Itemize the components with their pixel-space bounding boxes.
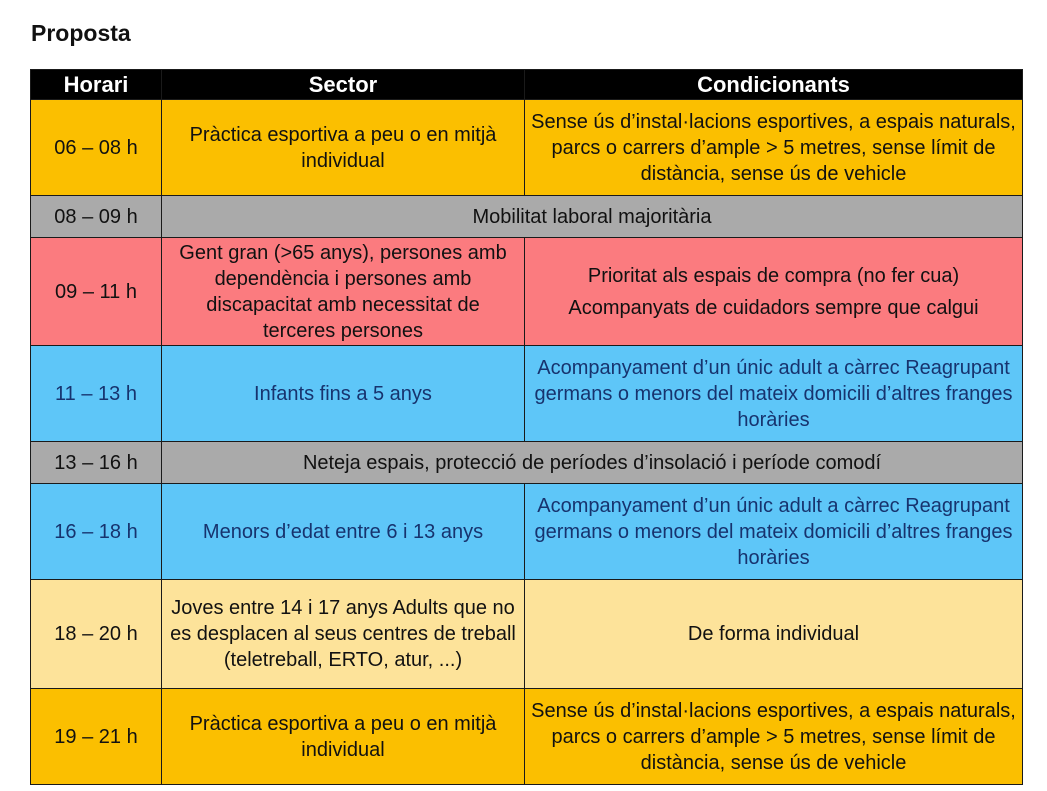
table-row — [31, 689, 1023, 785]
table-row — [31, 100, 1023, 196]
schedule-table — [30, 69, 1023, 785]
condition-text: De forma individual — [687, 623, 860, 645]
table-row — [31, 484, 1023, 580]
sector-cell: Mobilitat laboral majoritària — [162, 196, 1023, 238]
header-row — [31, 70, 1023, 100]
table-row — [31, 580, 1023, 689]
sector-cell: Joves entre 14 i 17 anys Adults que no es desplacen al seus centres de treball (teletreball, ERTO, atur, ...) — [162, 580, 525, 689]
sector-cell: Gent gran (>65 anys), persones amb dependència i persones amb discapacitat amb necessitat de terceres persones — [162, 238, 525, 346]
condition-text: Acompanyament d’un únic adult a càrrec Reagrupant germans o menors del mateix domicili d’altres franges horàries — [534, 356, 1013, 431]
time-cell: 18 – 20 h — [31, 580, 162, 689]
condition-text: Sense ús d’instal·lacions esportives, a espais naturals, parcs o carrers d’ample > 5 metres, sense límit de distància, sense ús de vehicle — [531, 699, 1016, 774]
sector-cell: Menors d’edat entre 6 i 13 anys — [162, 484, 525, 580]
table-row — [31, 196, 1023, 238]
conditions-cell — [525, 689, 1023, 785]
time-cell: 19 – 21 h — [31, 689, 162, 785]
conditions-cell — [525, 484, 1023, 580]
conditions-cell — [525, 580, 1023, 689]
table-row — [31, 346, 1023, 442]
table-row — [31, 442, 1023, 484]
header-horari: Horari — [31, 70, 162, 100]
condition-text: Acompanyats de cuidadors sempre que calgui — [568, 296, 979, 319]
time-cell: 11 – 13 h — [31, 346, 162, 442]
time-cell: 09 – 11 h — [31, 238, 162, 346]
sector-cell: Pràctica esportiva a peu o en mitjà individual — [162, 689, 525, 785]
header-condicionants: Condicionants — [525, 70, 1023, 100]
conditions-cell — [525, 100, 1023, 196]
sector-cell: Neteja espais, protecció de períodes d’insolació i període comodí — [162, 442, 1023, 484]
page-title: Proposta — [31, 20, 131, 46]
sector-cell: Infants fins a 5 anys — [162, 346, 525, 442]
time-cell: 16 – 18 h — [31, 484, 162, 580]
condition-text: Prioritat als espais de compra (no fer cua) — [587, 264, 960, 287]
condition-text: Acompanyament d’un únic adult a càrrec Reagrupant germans o menors del mateix domicili d’altres franges horàries — [534, 494, 1013, 569]
condition-text: Sense ús d’instal·lacions esportives, a espais naturals, parcs o carrers d’ample > 5 metres, sense límit de distància, sense ús de vehicle — [531, 110, 1016, 185]
time-cell: 13 – 16 h — [31, 442, 162, 484]
time-cell: 06 – 08 h — [31, 100, 162, 196]
sector-cell: Pràctica esportiva a peu o en mitjà individual — [162, 100, 525, 196]
time-cell: 08 – 09 h — [31, 196, 162, 238]
table-row — [31, 238, 1023, 346]
header-sector: Sector — [162, 70, 525, 100]
conditions-cell — [525, 238, 1023, 346]
conditions-cell — [525, 346, 1023, 442]
